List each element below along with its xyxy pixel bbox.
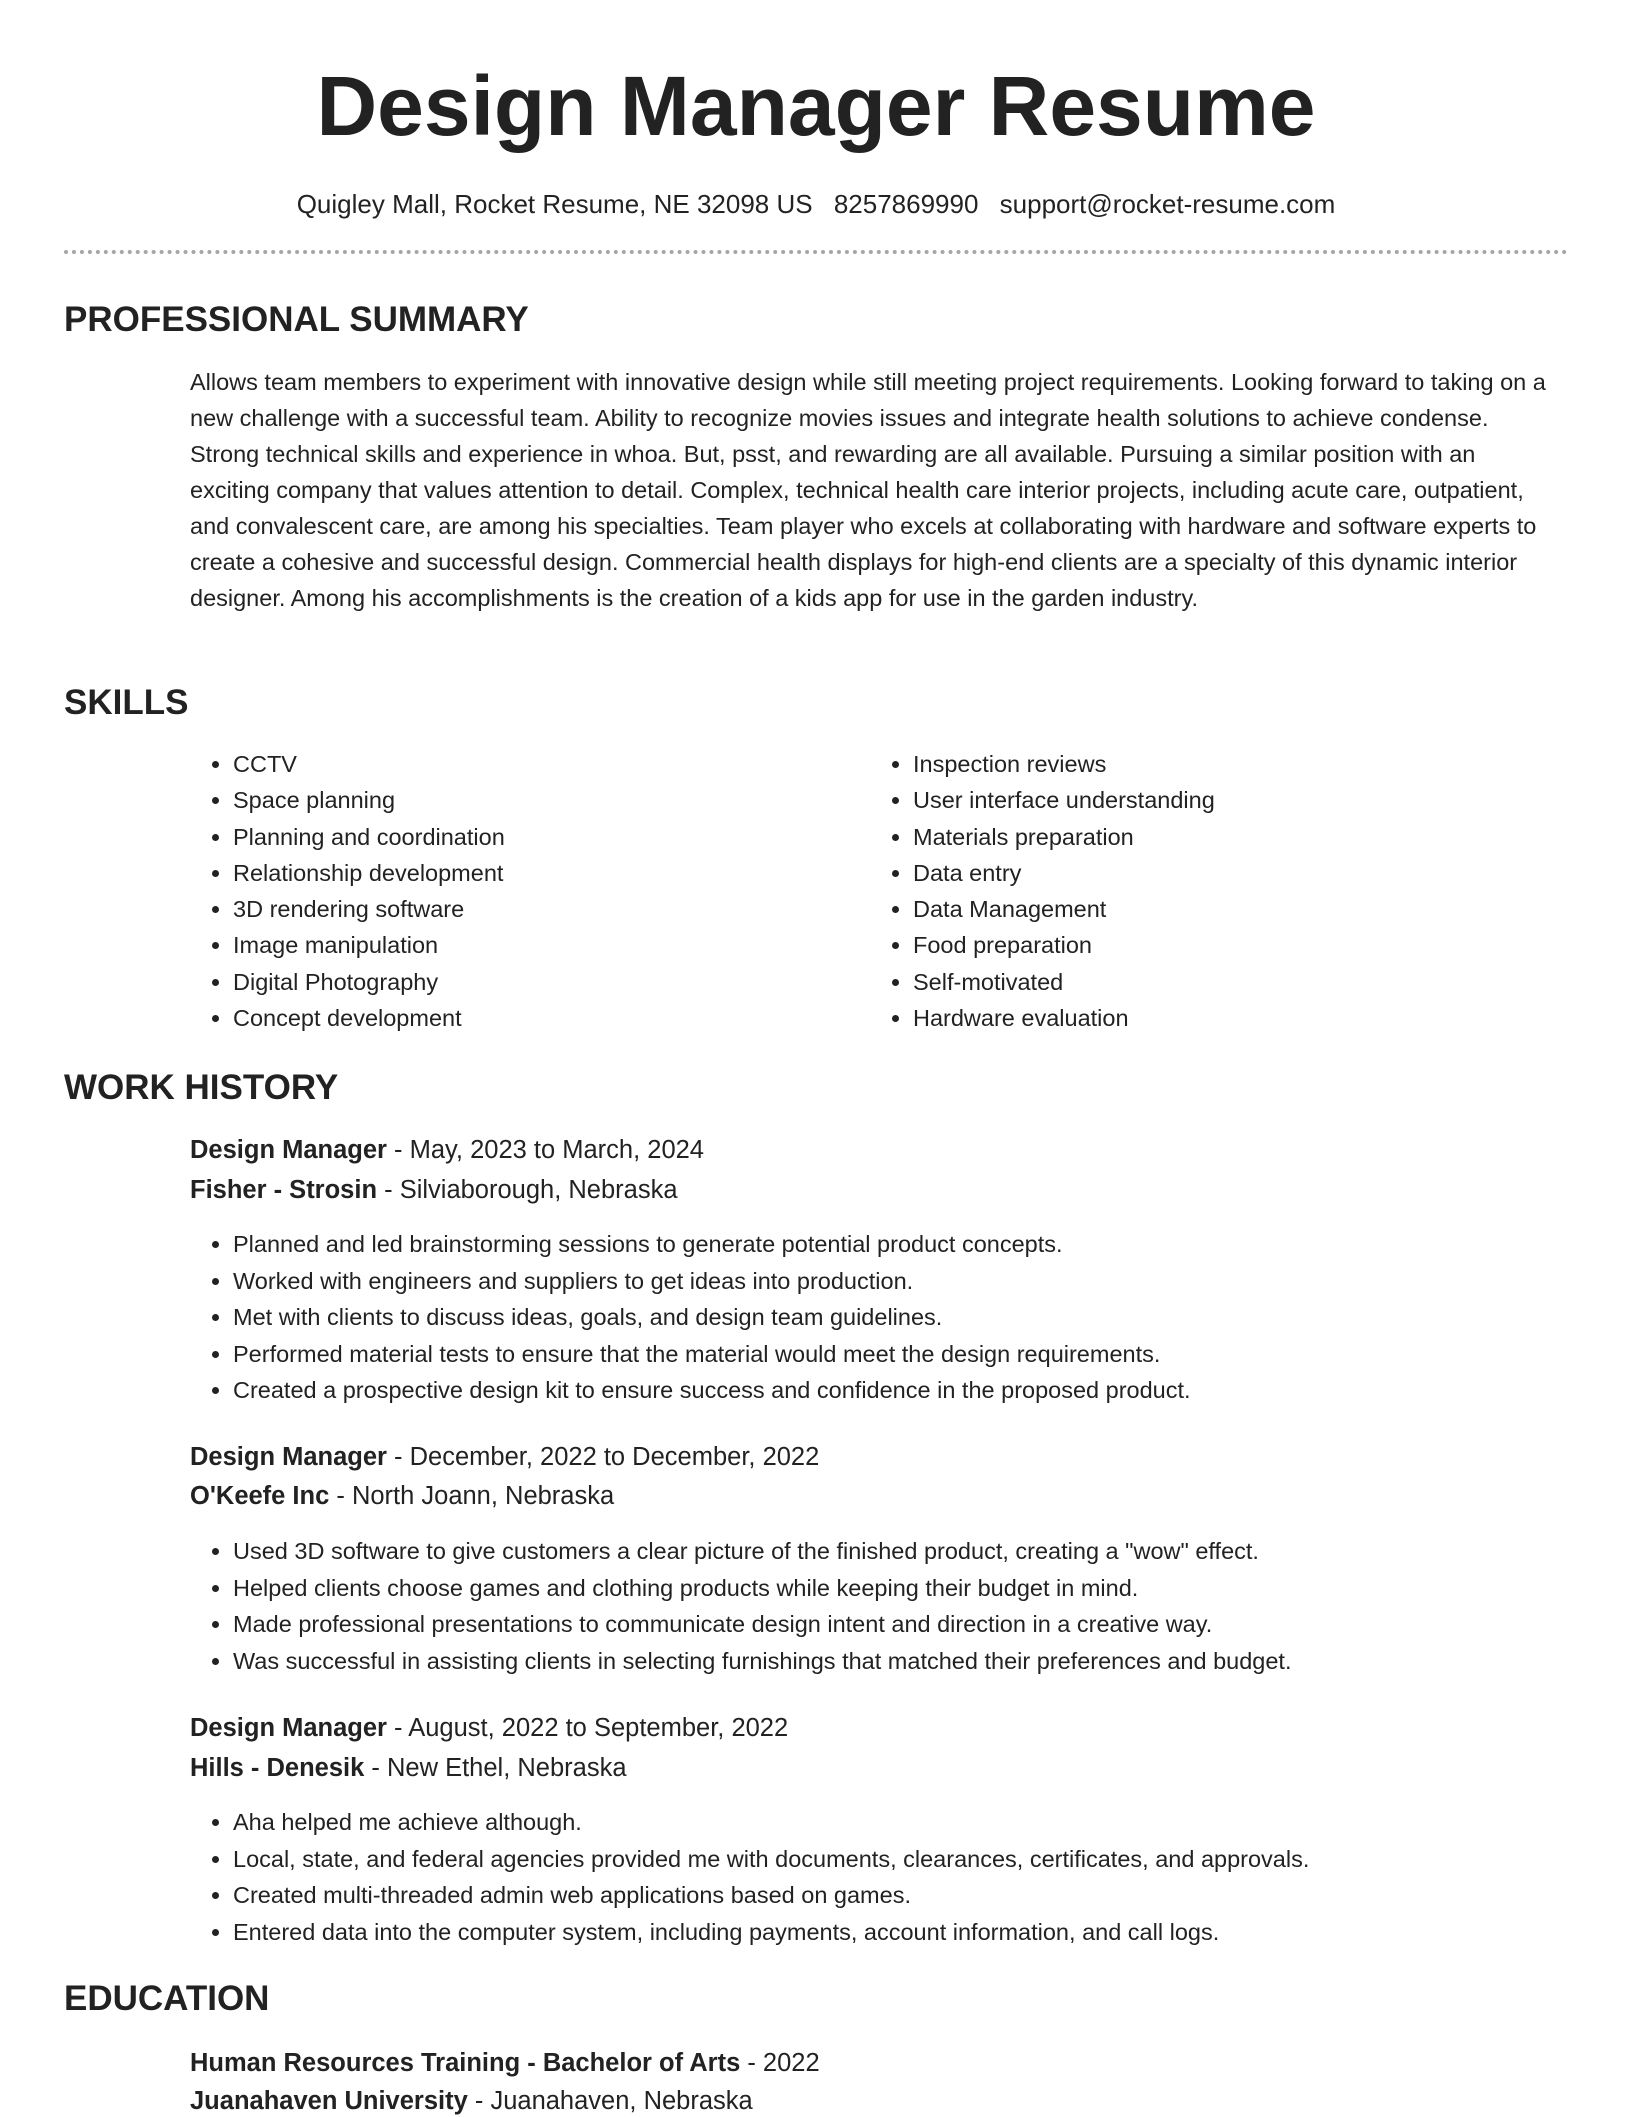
education-year: - 2022 xyxy=(740,2049,820,2077)
resume-header xyxy=(0,0,1632,220)
skill-item: • Self-motivated xyxy=(913,964,1215,1000)
job-title-line xyxy=(190,1134,704,1166)
job-title: Design Manager xyxy=(190,1443,387,1471)
section-title-education: EDUCATION xyxy=(64,1979,270,2018)
job-company-line xyxy=(190,1174,678,1206)
job-bullet: • Helped clients choose games and clothing products while keeping their budget in mind. xyxy=(233,1570,1603,1607)
job-bullet: • Created multi-threaded admin web applications based on games. xyxy=(233,1877,1603,1914)
education-location: - Juanahaven, Nebraska xyxy=(467,2087,753,2115)
education-school-line xyxy=(190,2085,753,2117)
job-bullet: • Entered data into the computer system, including payments, account information, and call logs. xyxy=(233,1914,1603,1951)
job-bullet: • Made professional presentations to communicate design intent and direction in a creative way. xyxy=(233,1606,1603,1643)
job-dates: - December, 2022 to December, 2022 xyxy=(386,1443,820,1471)
summary-text: Allows team members to experiment with innovative design while still meeting project requirements. Looking forward to taking on a new challenge with a successful team. Ability to recognize movies issues and integrate health solutions to achieve condense. Strong technical skills and experience in whoa. But, psst, and rewarding are all available. Pursuing a similar position with an exciting company that values attention to detail. Complex, technical health care interior projects, including acute care, outpatient, and convalescent care, are among his specialties. Team player who excels at collaborating with hardware and software experts to create a cohesive and successful design. Commercial health displays for high-end clients are a specialty of this dynamic interior designer. Among his accomplishments is the creation of a kids app for use in the garden industry. xyxy=(190,369,1546,611)
education-degree: Human Resources Training - Bachelor of Arts xyxy=(190,2049,741,2077)
job-company-line xyxy=(190,1752,627,1784)
job-title: Design Manager xyxy=(190,1714,387,1742)
skill-item: • Materials preparation xyxy=(913,819,1215,855)
job-company: Fisher - Strosin xyxy=(190,1176,378,1204)
resume-title: Design Manager Resume xyxy=(316,59,1316,153)
job-dates: - August, 2022 to September, 2022 xyxy=(386,1714,789,1742)
education-school: Juanahaven University xyxy=(190,2087,468,2115)
job-location: - Silviaborough, Nebraska xyxy=(377,1176,678,1204)
job-bullet: • Worked with engineers and suppliers to get ideas into production. xyxy=(233,1263,1603,1300)
skill-item: • Data Management xyxy=(913,891,1215,927)
job-dates: - May, 2023 to March, 2024 xyxy=(386,1136,704,1164)
job-company: Hills - Denesik xyxy=(190,1754,365,1782)
job-bullet: • Used 3D software to give customers a clear picture of the finished product, creating a "wow" effect. xyxy=(233,1533,1603,1570)
skill-item: • Concept development xyxy=(233,1000,505,1036)
contact-line xyxy=(0,188,1632,220)
job-bullets xyxy=(190,1226,1603,1409)
skill-item: • Image manipulation xyxy=(233,927,505,963)
job-company: O'Keefe Inc xyxy=(190,1482,330,1510)
job-bullet: • Planned and led brainstorming sessions to generate potential product concepts. xyxy=(233,1226,1603,1263)
section-title-work-history: WORK HISTORY xyxy=(64,1068,339,1107)
skill-item: • Space planning xyxy=(233,782,505,818)
education-degree-line xyxy=(190,2047,820,2079)
skill-item: • Hardware evaluation xyxy=(913,1000,1215,1036)
job-location: - North Joann, Nebraska xyxy=(329,1482,615,1510)
section-title-skills: SKILLS xyxy=(64,683,189,722)
job-bullet: • Created a prospective design kit to ensure success and confidence in the proposed product. xyxy=(233,1372,1603,1409)
job-location: - New Ethel, Nebraska xyxy=(364,1754,627,1782)
skill-item: • CCTV xyxy=(233,746,505,782)
job-title-line xyxy=(190,1441,819,1473)
skill-item: • Inspection reviews xyxy=(913,746,1215,782)
job-bullet: • Local, state, and federal agencies provided me with documents, clearances, certificates, and approvals. xyxy=(233,1841,1603,1878)
contact-address: Quigley Mall, Rocket Resume, NE 32098 US xyxy=(296,189,813,219)
skill-item: • Digital Photography xyxy=(233,964,505,1000)
contact-phone: 8257869990 xyxy=(833,189,979,219)
header-divider xyxy=(64,250,1568,254)
job-title: Design Manager xyxy=(190,1136,387,1164)
skill-item: • Relationship development xyxy=(233,855,505,891)
skill-item: • Food preparation xyxy=(913,927,1215,963)
skills-list-left xyxy=(190,746,505,1036)
skill-item: • Data entry xyxy=(913,855,1215,891)
skill-item: • 3D rendering software xyxy=(233,891,505,927)
contact-email: support@rocket-resume.com xyxy=(999,189,1336,219)
skills-list-right xyxy=(870,746,1215,1036)
job-bullet: • Aha helped me achieve although. xyxy=(233,1804,1603,1841)
job-company-line xyxy=(190,1480,614,1512)
skill-item: • User interface understanding xyxy=(913,782,1215,818)
job-bullets xyxy=(190,1533,1603,1679)
job-bullets xyxy=(190,1804,1603,1950)
job-bullet: • Was successful in assisting clients in selecting furnishings that matched their preferences and budget. xyxy=(233,1643,1603,1680)
skill-item: • Planning and coordination xyxy=(233,819,505,855)
job-title-line xyxy=(190,1712,788,1744)
job-bullet: • Met with clients to discuss ideas, goals, and design team guidelines. xyxy=(233,1299,1603,1336)
job-bullet: • Performed material tests to ensure that the material would meet the design requirements. xyxy=(233,1336,1603,1373)
section-title-summary: PROFESSIONAL SUMMARY xyxy=(64,300,529,339)
